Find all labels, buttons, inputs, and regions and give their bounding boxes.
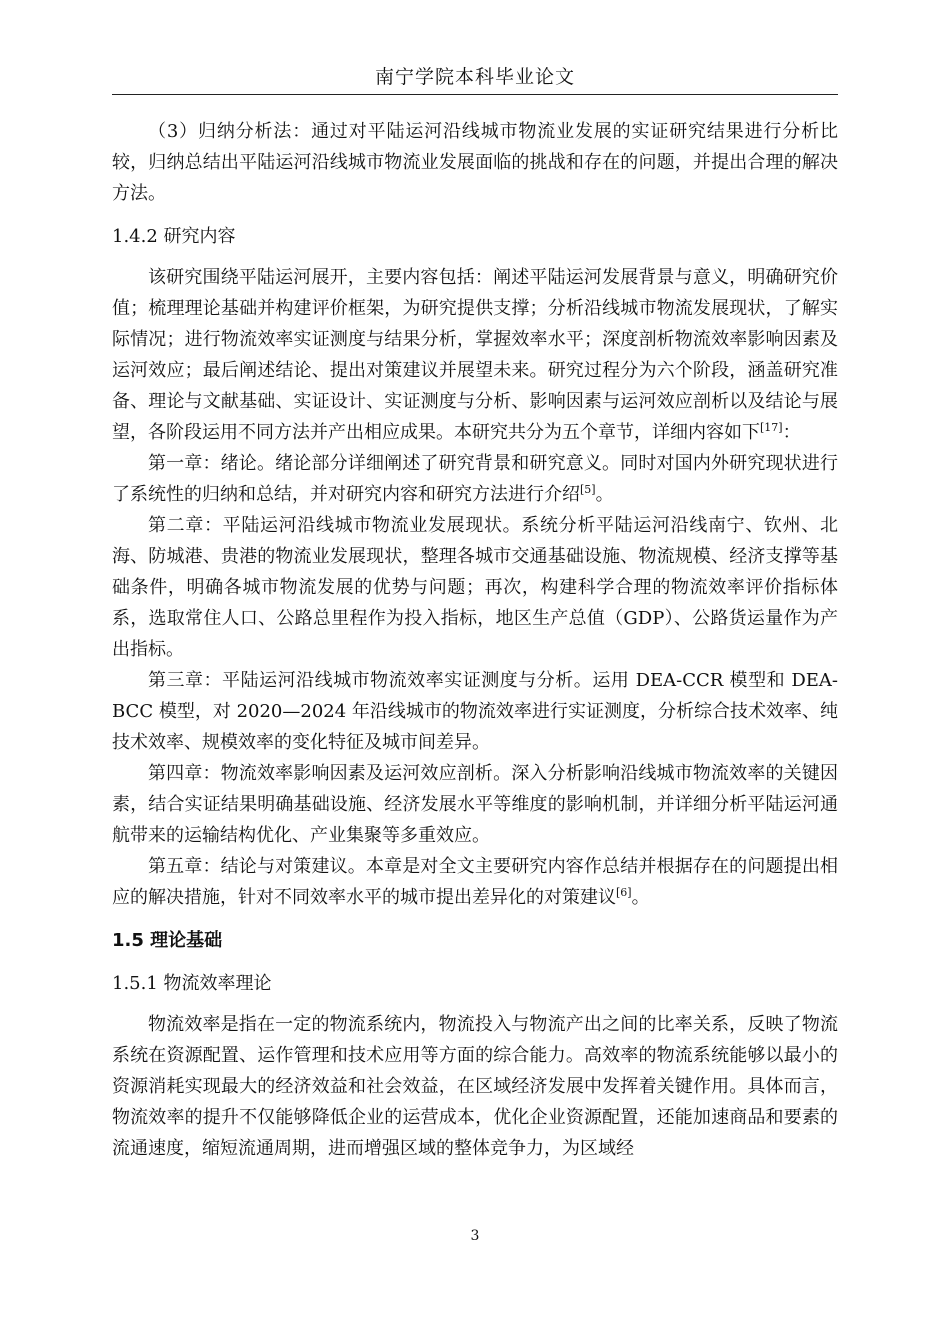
paragraph-research-content [112,262,838,448]
citation-ref: [6] [616,886,632,899]
paragraph-chapter-4: 第四章：物流效率影响因素及运河效应剖析。深入分析影响沿线城市物流效率的关键因素，结合实证结果明确基础设施、经济发展水平等维度的影响机制，并详细分析平陆运河通航带来的运输结构优化、产业集聚等多重效应。 [112,763,838,846]
citation-ref: [5] [580,483,596,496]
page-header: 南宁学院本科毕业论文 [112,60,838,95]
paragraph-logistics-efficiency-theory: 物流效率是指在一定的物流系统内，物流投入与物流产出之间的比率关系，反映了物流系统在资源配置、运作管理和技术应用等方面的综合能力。高效率的物流系统能够以最小的资源消耗实现最大的经济效益和社会效益，在区域经济发展中发挥着关键作用。具体而言，物流效率的提升不仅能够降低企业的运营成本，优化企业资源配置，还能加速商品和要素的流通速度，缩短流通周期，进而增强区域的整体竞争力，为区域经 [112,1014,838,1159]
paragraph-text: 第一章：绪论。绪论部分详细阐述了研究背景和研究意义。同时对国内外研究现状进行了系统性的归纳和总结，并对研究内容和研究方法进行介绍 [112,453,838,505]
paragraph-text: 第五章：结论与对策建议。本章是对全文主要研究内容作总结并根据存在的问题提出相应的解决措施，针对不同效率水平的城市提出差异化的对策建议 [112,856,838,908]
document-body [112,116,838,1164]
paragraph-chapter-5 [112,851,838,913]
paragraph-chapter-3: 第三章：平陆运河沿线城市物流效率实证测度与分析。运用 DEA-CCR 模型和 DEA-BCC 模型，对 2020—2024 年沿线城市的物流效率进行实证测度，分析综合技术效率、纯技术效率、规模效率的变化特征及城市间差异。 [112,670,838,753]
paragraph-text: 该研究围绕平陆运河展开，主要内容包括：阐述平陆运河发展背景与意义，明确研究价值；梳理理论基础并构建评价框架，为研究提供支撑；分析沿线城市物流发展现状，了解实际情况；进行物流效率实证测度与结果分析，掌握效率水平；深度剖析物流效率影响因素及运河效应；最后阐述结论、提出对策建议并展望未来。研究过程分为六个阶段，涵盖研究准备、理论与文献基础、实证设计、实证测度与分析、影响因素与运河效应剖析以及结论与展望，各阶段运用不同方法并产出相应成果。本研究共分为五个章节，详细内容如下 [112,267,838,443]
section-heading-1-5-1: 1.5.1 物流效率理论 [112,973,272,994]
paragraph-inductive-method: （3）归纳分析法：通过对平陆运河沿线城市物流业发展的实证研究结果进行分析比较，归纳总结出平陆运河沿线城市物流业发展面临的挑战和存在的问题，并提出合理的解决方法。 [112,121,838,204]
paragraph-end: 。 [631,887,650,908]
section-heading-1-5: 1.5 理论基础 [112,930,223,951]
paragraph-chapter-1 [112,448,838,510]
citation-ref: [17] [760,421,783,434]
paragraph-chapter-2: 第二章：平陆运河沿线城市物流业发展现状。系统分析平陆运河沿线南宁、钦州、北海、防城港、贵港的物流业发展现状，整理各城市交通基础设施、物流规模、经济支撑等基础条件，明确各城市物流发展的优势与问题；再次，构建科学合理的物流效率评价指标体系，选取常住人口、公路总里程作为投入指标，地区生产总值（GDP）、公路货运量作为产出指标。 [112,515,838,660]
section-heading-1-4-2: 1.4.2 研究内容 [112,226,236,247]
page-number: 3 [470,1228,480,1244]
paragraph-end: ： [782,422,801,443]
paragraph-end: 。 [595,484,614,505]
